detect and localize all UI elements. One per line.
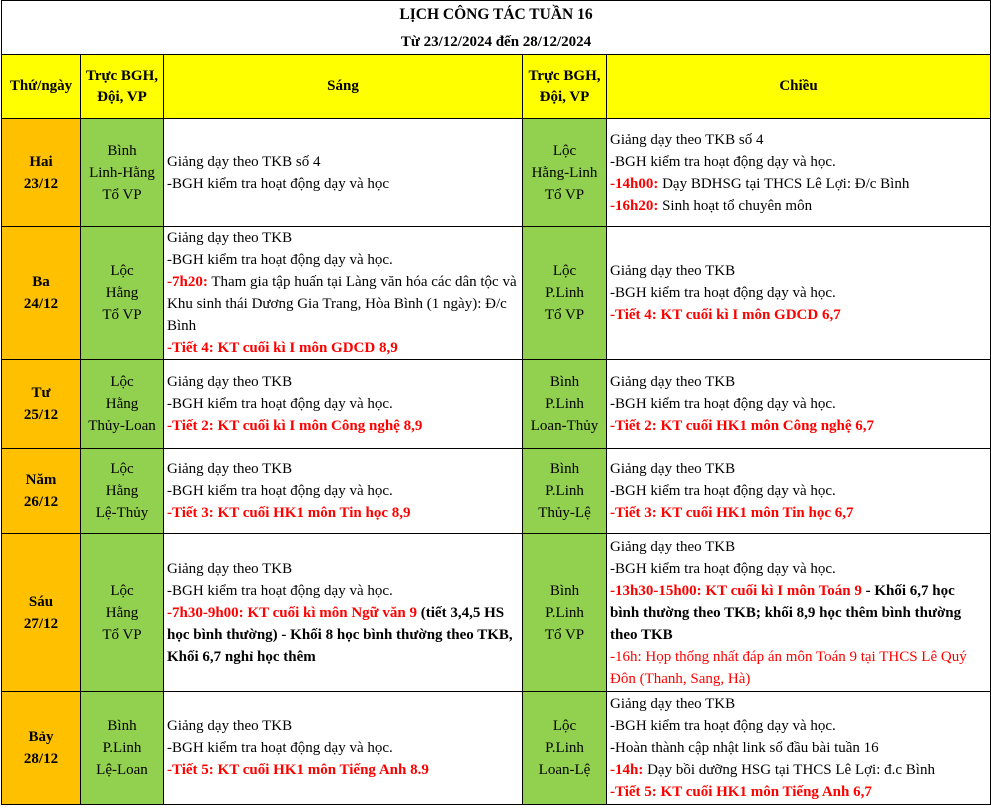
schedule-text: -Tiết 4: KT cuối kì I môn GDCD 8,9 [167,340,398,356]
duty-name: Lộc [110,374,134,390]
header-duty-morning: Trực BGH, Đội, VP [81,55,164,119]
schedule-line [610,781,987,803]
schedule-text: Giảng dạy theo TKB số 4 [610,131,764,148]
day-row [2,534,991,692]
header-day: Thứ/ngày [2,55,81,119]
schedule-text: Giảng dạy theo TKB [167,461,293,477]
schedule-text: Giảng dạy theo TKB [167,230,293,246]
schedule-text: Giảng dạy theo TKB [167,718,293,734]
afternoon-cell [607,449,991,534]
duty-name: Lộc [110,582,134,599]
schedule-line [610,393,987,415]
day-row [2,227,991,360]
schedule-line [610,282,987,304]
duty-name: Tổ VP [102,626,142,643]
schedule-text: Giảng dạy theo TKB [610,263,736,279]
day-name: Hai [29,153,53,170]
schedule-text: -BGH kiểm tra hoạt động dạy và học. [167,483,393,499]
schedule-line [610,480,987,502]
duty-afternoon-cell [523,227,607,360]
schedule-line [167,580,519,602]
afternoon-cell [607,692,991,805]
duty-name: Lộc [110,263,134,279]
duty-name: Tổ VP [544,186,585,203]
schedule-text: -BGH kiểm tra hoạt động dạy và học. [167,740,393,756]
duty-morning-cell [81,449,164,534]
schedule-text: Giảng dạy theo TKB [167,374,293,390]
duty-name: Hằng [105,483,139,499]
afternoon-cell [607,360,991,449]
schedule-line [610,536,987,558]
day-cell [2,227,81,360]
schedule-text: Giảng dạy theo TKB [610,461,736,477]
schedule-text: -BGH kiểm tra hoạt động dạy và học. [610,285,836,301]
schedule-text: Giảng dạy theo TKB [610,696,736,712]
schedule-text: -BGH kiểm tra hoạt động dạy và học. [610,718,836,734]
schedule-line [610,693,987,715]
duty-name: Thủy-Loan [88,418,156,434]
schedule-line [610,415,987,437]
day-cell [2,449,81,534]
duty-name: Tổ VP [544,307,585,323]
schedule-text: -7h30-9h00: KT cuối kì môn Ngữ văn 9 [167,604,418,621]
schedule-line [167,173,519,195]
schedule-text: -BGH kiểm tra hoạt động dạy và học. [167,252,393,268]
schedule-line [610,715,987,737]
duty-name: Thủy-Lệ [538,505,591,521]
schedule-line [610,151,987,173]
date-range: Từ 23/12/2024 đến 28/12/2024 [2,29,991,55]
duty-name: Lệ-Thủy [95,505,149,521]
schedule-table [1,0,991,805]
morning-cell [164,360,523,449]
schedule-text: -BGH kiểm tra hoạt động dạy và học. [610,153,836,170]
header-row [2,55,991,119]
duty-name: Tổ VP [102,307,142,323]
header-afternoon: Chiều [607,55,991,119]
header-morning: Sáng [164,55,523,119]
schedule-text: Giảng dạy theo TKB [167,560,293,577]
schedule-line [610,458,987,480]
duty-name: Bình [107,142,137,159]
schedule-text: Giảng dạy theo TKB số 4 [167,153,321,170]
day-date: 25/12 [23,407,59,423]
day-cell [2,119,81,227]
day-cell [2,360,81,449]
schedule-text: -Tiết 3: KT cuối HK1 môn Tin học 6,7 [610,505,854,521]
schedule-line [167,393,519,415]
schedule-text: -BGH kiểm tra hoạt động dạy và học. [167,396,393,412]
schedule-text: -BGH kiểm tra hoạt động dạy và học. [610,483,836,499]
duty-name: Hằng [105,285,139,301]
schedule-line [167,737,519,759]
duty-morning-cell [81,534,164,692]
schedule-text: - Khối 6,7 học bình thường theo TKB; khối 8,9 học thêm bình thường theo TKB [610,582,965,643]
duty-name: Lộc [552,718,577,734]
schedule-line [610,173,987,195]
schedule-title: LỊCH CÔNG TÁC TUẦN 16 [2,1,991,30]
header-duty-afternoon: Trực BGH, Đội, VP [523,55,607,119]
duty-name: Loan-Lệ [538,762,591,778]
schedule-text: -BGH kiểm tra hoạt động dạy và học. [167,582,393,599]
schedule-text: -13h30-15h00: KT cuối kì I môn Toán 9 [610,582,862,599]
duty-name: Tổ VP [544,626,585,643]
day-date: 27/12 [23,615,59,632]
schedule-line [610,371,987,393]
day-cell [2,534,81,692]
schedule-text: -16h: Họp thống nhất đáp án môn Toán 9 tại THCS Lê Quý Đôn (Thanh, Sang, Hà) [610,648,971,687]
duty-morning-cell [81,227,164,360]
schedule-line [167,415,519,437]
schedule-line [610,260,987,282]
day-name: Tư [31,385,51,401]
schedule-text: Dạy BDHSG tại THCS Lê Lợi: Đ/c Bình [658,175,910,192]
schedule-line [610,195,987,217]
schedule-text: Giảng dạy theo TKB [610,374,736,390]
schedule-line [610,129,987,151]
schedule-line [167,480,519,502]
schedule-text: -BGH kiểm tra hoạt động dạy và học. [610,396,836,412]
schedule-text: -Hoàn thành cập nhật link sổ đầu bài tuần 16 [610,740,879,756]
duty-morning-cell [81,119,164,227]
duty-name: Lệ-Loan [96,762,148,778]
schedule-text: -Tiết 2: KT cuối kì I môn Công nghệ 8,9 [167,418,423,434]
duty-name: P.Linh [545,740,584,756]
duty-afternoon-cell [523,360,607,449]
duty-name: P.Linh [545,396,584,412]
schedule-line [167,337,519,359]
schedule-line [610,580,987,646]
schedule-text: Giảng dạy theo TKB [610,538,736,555]
morning-cell [164,692,523,805]
schedule-text: -Tiết 5: KT cuối HK1 môn Tiếng Anh 6,7 [610,784,872,800]
duty-name: Loan-Thủy [530,418,599,434]
duty-afternoon-cell [523,449,607,534]
morning-cell [164,449,523,534]
day-date: 23/12 [23,175,59,192]
day-date: 28/12 [23,751,59,767]
duty-name: Tổ VP [102,186,142,203]
duty-name: Lộc [552,142,577,159]
schedule-line [167,502,519,524]
duty-morning-cell [81,360,164,449]
duty-name: Bình [107,718,137,734]
duty-name: Hằng-Linh [531,164,598,181]
schedule-text: -14h: [610,762,644,778]
morning-cell [164,119,523,227]
schedule-line [167,371,519,393]
schedule-text: -Tiết 2: KT cuối HK1 môn Công nghệ 6,7 [610,418,875,434]
schedule-text: Dạy bồi dưỡng HSG tại THCS Lê Lợi: đ.c Bình [643,762,935,778]
schedule-line [610,759,987,781]
schedule-text: (tiết 3,4,5 HS học bình thường) - Khối 8 học bình thường theo TKB, Khối 6,7 nghỉ học thêm [167,604,517,665]
day-cell [2,692,81,805]
duty-afternoon-cell [523,534,607,692]
duty-morning-cell [81,692,164,805]
duty-name: Bình [549,461,580,477]
afternoon-cell [607,227,991,360]
schedule-line [610,304,987,326]
schedule-text: -BGH kiểm tra hoạt động dạy và học [167,175,390,192]
duty-name: Hằng [105,396,139,412]
schedule-line [167,759,519,781]
day-row [2,360,991,449]
duty-name: P.Linh [102,740,142,756]
duty-afternoon-cell [523,692,607,805]
duty-name: P.Linh [545,285,584,301]
schedule-text: Tham gia tập huấn tại Làng văn hóa các dân tộc và Khu sinh thái Dương Gia Trang, Hòa Bình (1 ngày): Đ/c Bình [167,274,521,334]
schedule-line [610,646,987,690]
schedule-text: Sinh hoạt tổ chuyên môn [658,197,813,214]
day-date: 26/12 [23,494,59,510]
day-name: Bảy [28,729,54,745]
schedule-line [167,715,519,737]
morning-cell [164,534,523,692]
duty-name: Lộc [110,461,134,477]
schedule-text: -Tiết 3: KT cuối HK1 môn Tin học 8,9 [167,505,411,521]
afternoon-cell [607,534,991,692]
day-name: Ba [32,274,50,290]
schedule-line [167,458,519,480]
schedule-text: -Tiết 5: KT cuối HK1 môn Tiếng Anh 8.9 [167,762,429,778]
schedule-line [167,271,519,337]
schedule-text: -7h20: [167,274,208,290]
schedule-text: -Tiết 4: KT cuối kì I môn GDCD 6,7 [610,307,841,323]
duty-name: P.Linh [545,604,584,621]
duty-name: Bình [549,582,580,599]
schedule-line [167,151,519,173]
duty-name: Hằng [105,604,139,621]
duty-name: Lộc [552,263,577,279]
duty-name: P.Linh [545,483,584,499]
day-date: 24/12 [23,296,59,312]
schedule-line [610,737,987,759]
duty-name: Bình [549,374,580,390]
schedule-line [610,502,987,524]
schedule-line [167,227,519,249]
schedule-line [167,558,519,580]
schedule-line [610,558,987,580]
day-row [2,449,991,534]
morning-cell [164,227,523,360]
schedule-text: -14h00: [610,175,659,192]
day-name: Sáu [28,593,54,610]
schedule-line [167,249,519,271]
schedule-text: -BGH kiểm tra hoạt động dạy và học. [610,560,836,577]
schedule-line [167,602,519,668]
duty-name: Linh-Hằng [89,164,155,181]
day-name: Năm [25,472,57,488]
duty-afternoon-cell [523,119,607,227]
schedule-text: -16h20: [610,197,659,214]
afternoon-cell [607,119,991,227]
day-row [2,119,991,227]
day-row [2,692,991,805]
